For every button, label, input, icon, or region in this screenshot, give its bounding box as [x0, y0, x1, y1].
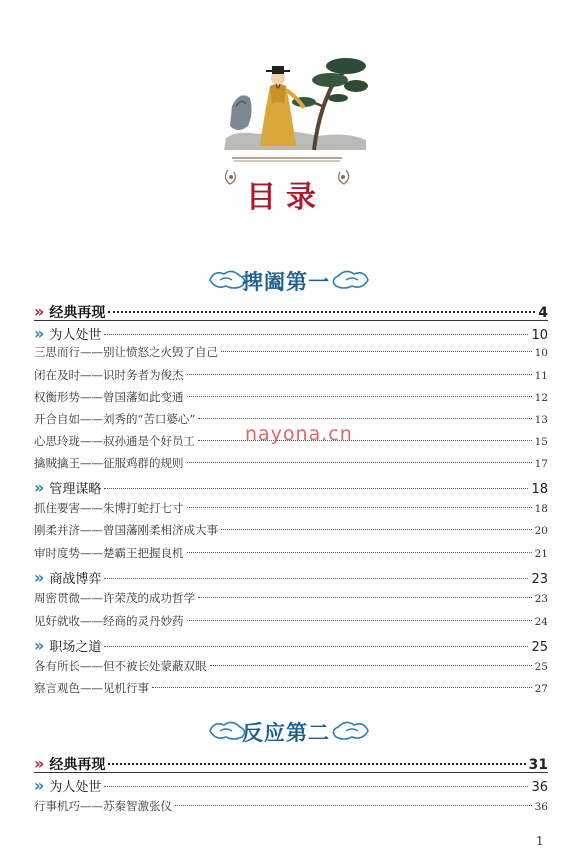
toc-category-entry[interactable]: » 职场之道 25 [34, 636, 548, 655]
double-chevron-icon: » [34, 568, 45, 587]
toc-category-entry[interactable]: » 为人处世 10 [34, 324, 548, 343]
toc-item-entry[interactable]: 权衡形势——曾国藩如此变通 12 [34, 390, 548, 404]
page-number: 1 [536, 834, 544, 848]
double-chevron-icon: » [34, 636, 45, 655]
toc-classic-entry[interactable]: » 经典再现 31 [34, 754, 548, 773]
toc-category-entry[interactable]: » 为人处世 36 [34, 776, 548, 795]
toc-category-entry[interactable]: » 管理谋略 18 [34, 478, 548, 497]
toc-item-entry[interactable]: 各有所长——但不被长处蒙蔽双眼 25 [34, 659, 548, 673]
toc-item-entry[interactable]: 擒贼擒王——征服鸡群的规则 17 [34, 456, 548, 470]
toc-item-entry[interactable]: 三思而行——别让愤怒之火毁了自己 10 [34, 345, 548, 359]
double-chevron-icon: » [34, 302, 45, 321]
section-heading-text: 捭阖第一 [242, 269, 330, 294]
toc-category-entry[interactable]: » 商战博弈 23 [34, 568, 548, 587]
toc-item-entry[interactable]: 察言观色——见机行事 27 [34, 681, 548, 695]
section-heading-text: 反应第二 [242, 720, 330, 745]
toc-item-entry[interactable]: 抓住要害——朱博打蛇打七寸 18 [34, 501, 548, 515]
section-heading-1 [0, 262, 572, 296]
toc-item-entry[interactable]: 审时度势——楚霸王把握良机 21 [34, 546, 548, 560]
toc-item-entry[interactable]: 心思玲珑——叔孙通是个好员工 15 [34, 434, 548, 448]
double-chevron-icon: » [34, 776, 45, 795]
scholar-under-pine-illustration [218, 46, 368, 156]
double-chevron-icon: » [34, 754, 45, 773]
toc-item-entry[interactable]: 闭在及时——识时务者为俊杰 11 [34, 368, 548, 382]
toc-item-entry[interactable]: 见好就收——经商的灵丹妙药 24 [34, 614, 548, 628]
section-heading-2 [0, 713, 572, 747]
cloud-ornament-icon [330, 266, 372, 292]
cloud-ornament-icon [330, 717, 372, 743]
toc-item-entry[interactable]: 刚柔并济——曾国藩刚柔相济成大事 20 [34, 523, 548, 537]
section-divider [34, 772, 548, 773]
page-title: 目录 [246, 180, 326, 215]
toc-item-entry[interactable]: 周密贯微——许荣茂的成功哲学 23 [34, 591, 548, 605]
watermark-text: nayona.cn [245, 423, 353, 445]
double-chevron-icon: » [34, 478, 45, 497]
toc-item-entry[interactable]: 开合自如——刘秀的“苦口婆心” 13 [34, 412, 548, 426]
double-chevron-icon: » [34, 324, 45, 343]
toc-item-entry[interactable]: 行事机巧——苏秦智激张仪 36 [34, 799, 548, 813]
toc-classic-entry[interactable]: » 经典再现 4 [34, 302, 548, 321]
section-divider [34, 320, 548, 321]
